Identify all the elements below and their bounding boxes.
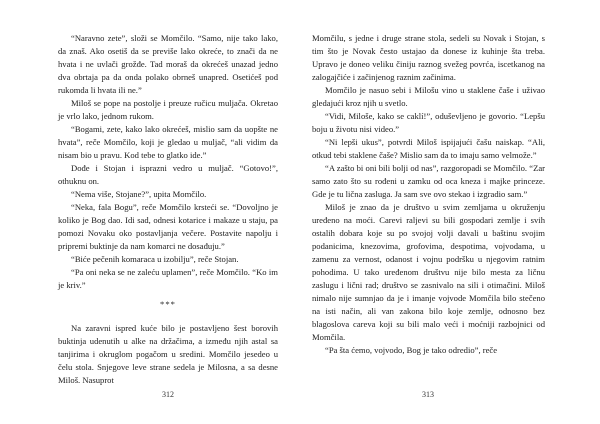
section-separator: ***: [160, 299, 176, 309]
left-page-text: [58, 32, 278, 387]
page-number: 313: [422, 390, 434, 399]
paragraph: “Vidi, Miloše, kako se caklí!”, oduševljeno je govorio. “Lepšu boju u životu nisi video.”: [312, 111, 545, 134]
paragraph: “Ni lepši ukus”, potvrdi Miloš ispijajući čašu naiskap. “Ali, otkud tebi staklene čaše? Mislio sam da to imaju samo velmože.”: [312, 137, 545, 160]
page-number: 312: [162, 390, 174, 399]
paragraph: Momčilu, s jedne i druge strane stola, sedeli su Novak i Stojan, s tim što je Novak često ustajao da donese iz kuhinje šta treba. Upravo je doneo veliku činiju raznog svežeg povrća, iscetkanog na zalogajčiće i začinjenog raznim začinima.: [312, 33, 545, 82]
right-page-text: [312, 32, 545, 357]
paragraph: “Nema više, Stojane?”, upita Momčilo.: [71, 189, 207, 199]
paragraph: “Neka, fala Bogu”, reče Momčilo krsteći se. “Dovoljno je koliko je Bog dao. Idi sad, odnesi kotarice i makaze u staju, pa pomozi Novaku oko postavljanja večere. Postavite napolju i pripremi buktinje da nam komarci ne dosađuju.”: [58, 202, 278, 251]
paragraph: “Biće pečenih komaraca u izobilju”, reče Stojan.: [71, 254, 239, 264]
paragraph: “Bogami, zete, kako lako okrećeš, mislio sam da uopšte ne hvata”, reče Momčilo, koji je gledao u muljač, “ali vidim da nisam bio u pravu. Kod tebe to glatko ide.”: [58, 124, 278, 160]
right-page: [300, 0, 600, 424]
paragraph: “Pa oni neka se ne zaleću uplamen”, reče Momčilo. “Ko im je kriv.”: [58, 267, 278, 290]
paragraph: “A zašto bi oni bili bolji od nas”, razgoropadi se Momčilo. “Zar samo zato što su rođeni u zamku od oca kneza i majke princeze. Gde je tu lična zasluga. Ja sam sve ovo stekao i izgradio sam.”: [312, 163, 545, 199]
paragraph: “Pa šta ćemo, vojvodo, Bog je tako odredio”, reče: [325, 345, 498, 355]
paragraph: Miloš se pope na postolje i preuze ručicu muljača. Okretao je vrlo lako, jednom rukom.: [58, 98, 278, 121]
paragraph: Miloš je znao da je društvo u svim zemljama u okruženju uređeno na moći. Carevi raljevi su bili gospodari zemlje i svih ostalih dobara koje su po svojoj volji davali u baštinu svojim podanicima, knezovima, grofovima, despotima, vojvodama, u zamenu za vernost, odanost i vojnu podršku u njegovim ratnim pohodima. U tako uređenom društvu nije bilo mesta za ličnu zaslugu i lični rad; društvo se zasnivalo na sili i otimačini. Miloš nimalo nije sumnjao da je i imanje vojvode Momčila bilo stečeno na isti način, ali van zakona bilo koje zemlje, odnosno bez blagoslova careva koji su bili malo veći i moćniji razbojnici od Momčila.: [312, 202, 545, 342]
paragraph: Na zaravni ispred kuće bilo je postavljeno šest borovih buktinja udenutih u alke na držačima, a između njih astal sa tanjirima i okruglom pogačom u sredini. Momčilo jesedeo u čelu stola. Snjegove leve strane sedela je Milosna, a sa desne Miloš. Nasuprot: [58, 323, 278, 385]
paragraph: Momčilo je nasuo sebi i Milošu vino u staklene čaše i uživao gledajući kroz njih u svetlo.: [312, 85, 545, 108]
paragraph: Dođe i Stojan i isprazni vedro u muljač. “Gotovo!”, othuknu on.: [58, 163, 278, 186]
paragraph: “Naravno zete”, složi se Momčilo. “Samo, nije tako lako, da znaš. Ako osetiš da se previše lako okreće, to znači da ne hvata i ne uvlači grožđe. Tad moraš da okrećeš unazad jedno dva obrtaja pa da onda polako obrneš unapred. Osetićeš pod rukomda li hvata ili ne.”: [58, 33, 278, 95]
